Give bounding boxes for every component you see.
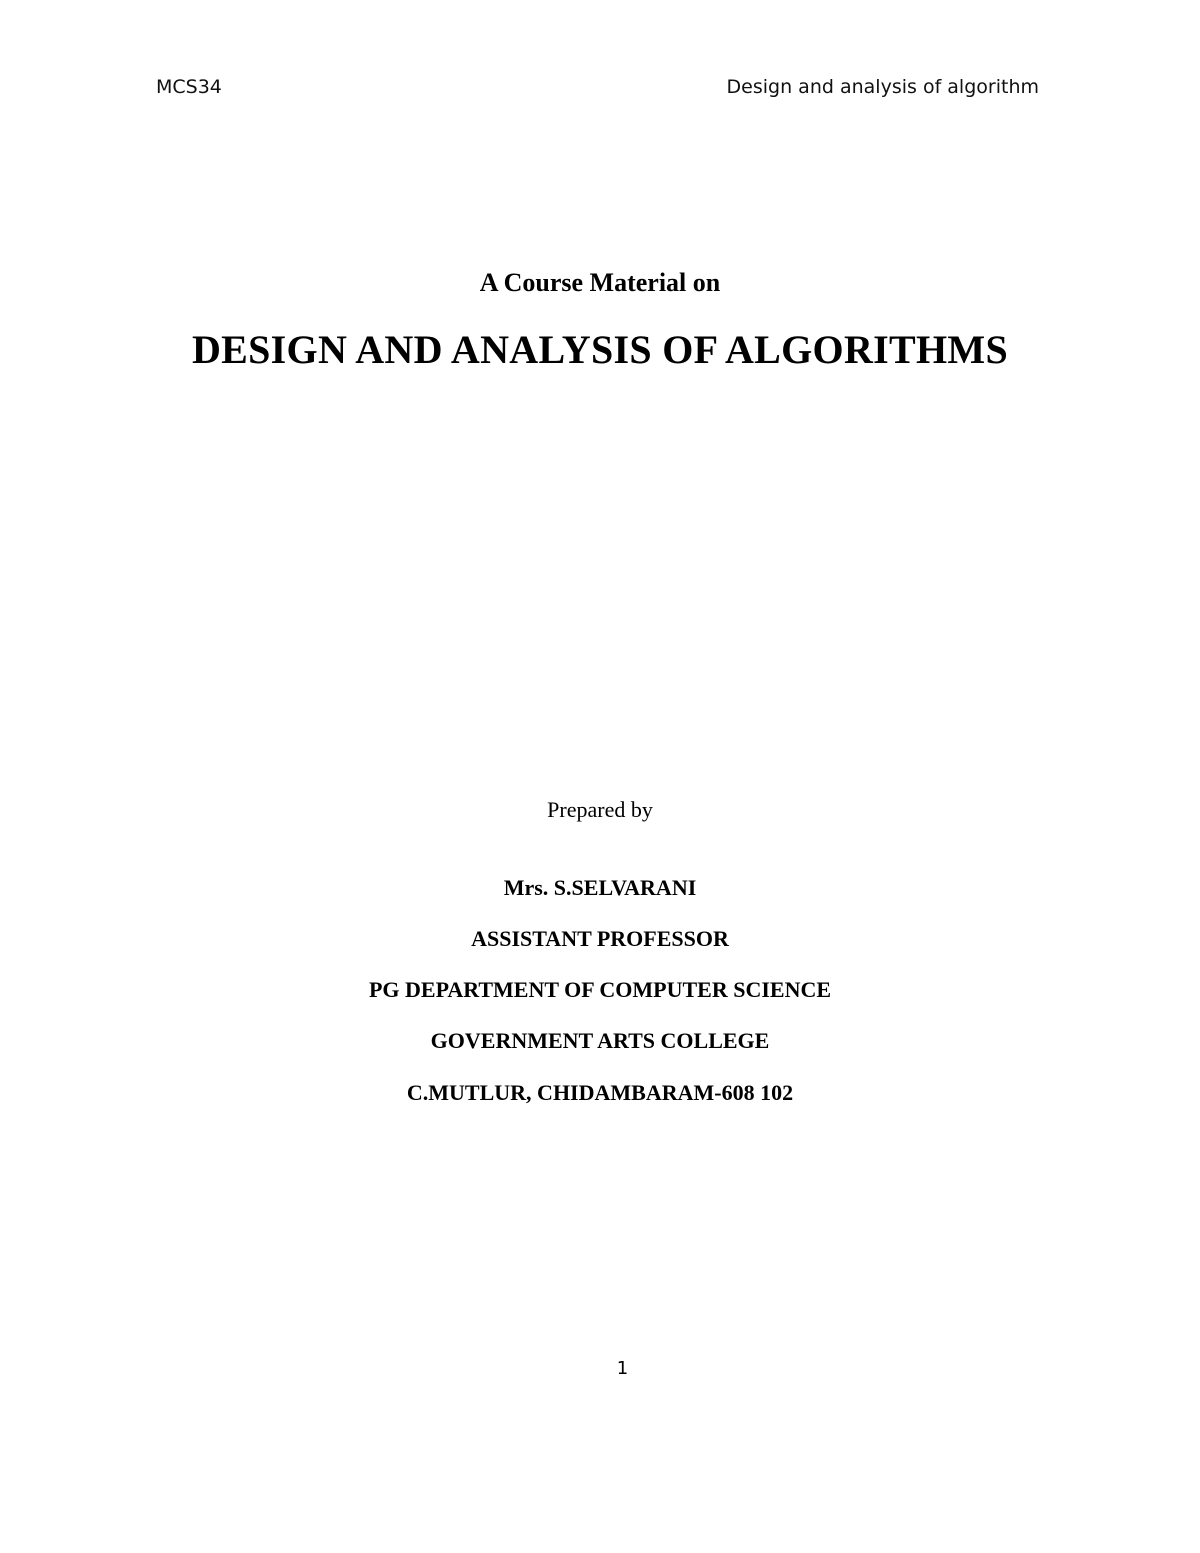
author-address: C.MUTLUR, CHIDAMBARAM-608 102 [406, 1080, 794, 1105]
author-department: PG DEPARTMENT OF COMPUTER SCIENCE [368, 977, 832, 1002]
author-position: ASSISTANT PROFESSOR [471, 926, 729, 951]
header-course-code: MCS34 [156, 76, 222, 98]
cover-title: DESIGN AND ANALYSIS OF ALGORITHMS [191, 327, 1009, 372]
header-course-title: Design and analysis of algorithm [726, 76, 1039, 98]
author-college: GOVERNMENT ARTS COLLEGE [430, 1028, 770, 1053]
cover-subtitle: A Course Material on [479, 268, 721, 297]
author-name: Mrs. S.SELVARANI [503, 875, 697, 900]
page-number: 1 [616, 1358, 629, 1379]
prepared-by-label: Prepared by [547, 797, 653, 822]
